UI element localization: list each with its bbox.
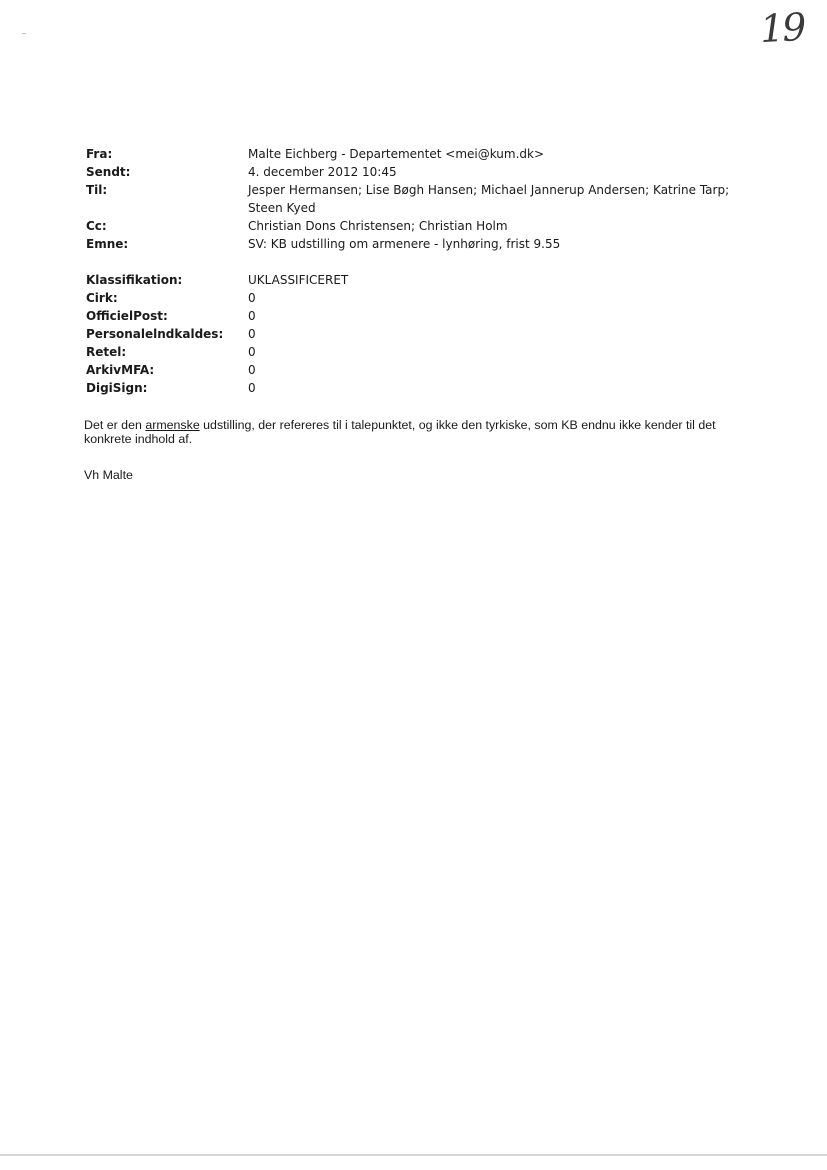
metadata-value: 0	[248, 345, 256, 359]
to-value	[248, 181, 776, 217]
metadata-row	[86, 343, 776, 361]
metadata-label: OfficielPost:	[86, 309, 168, 323]
metadata-label: Klassifikation:	[86, 273, 183, 287]
cc-label: Cc:	[86, 219, 107, 233]
from-label: Fra:	[86, 147, 113, 161]
scan-artifact	[22, 33, 26, 34]
to-label: Til:	[86, 183, 108, 197]
handwritten-page-number: 19	[758, 4, 806, 52]
email-signoff: Vh Malte	[84, 468, 133, 482]
metadata-row	[86, 307, 776, 325]
body-text-end: udstilling, der refereres til i talepunktet, og ikke den tyrkiske, som KB endnu ikke kender til det konkrete indhold af.	[84, 418, 716, 446]
metadata-label: Retel:	[86, 345, 127, 359]
cc-row	[86, 217, 776, 235]
metadata-row	[86, 289, 776, 307]
to-value-line-1: Jesper Hermansen; Lise Bøgh Hansen; Michael Jannerup Andersen; Katrine Tarp;	[248, 183, 730, 197]
email-header	[86, 145, 776, 397]
metadata-value: 0	[248, 381, 256, 395]
metadata-row	[86, 325, 776, 343]
sent-value: 4. december 2012 10:45	[248, 165, 397, 179]
body-text-start: Det er den	[84, 418, 146, 432]
header-spacer	[86, 253, 776, 271]
metadata-value: 0	[248, 309, 256, 323]
page-bottom-edge	[0, 1154, 827, 1156]
metadata-row	[86, 379, 776, 397]
to-value-line-2: Steen Kyed	[248, 201, 316, 215]
metadata-label: Personalelndkaldes:	[86, 327, 224, 341]
sent-label: Sendt:	[86, 165, 131, 179]
metadata-row	[86, 271, 776, 289]
metadata-value: 0	[248, 363, 256, 377]
body-underlined-word: armenske	[145, 418, 200, 432]
subject-row	[86, 235, 776, 253]
metadata-label: DigiSign:	[86, 381, 148, 395]
sent-row	[86, 163, 776, 181]
cc-value: Christian Dons Christensen; Christian Holm	[248, 219, 508, 233]
metadata-row	[86, 361, 776, 379]
from-value: Malte Eichberg - Departementet <mei@kum.dk>	[248, 147, 545, 161]
metadata-label: Cirk:	[86, 291, 118, 305]
from-row	[86, 145, 776, 163]
metadata-label: ArkivMFA:	[86, 363, 155, 377]
subject-label: Emne:	[86, 237, 129, 251]
metadata-value: UKLASSIFICERET	[248, 273, 349, 287]
metadata-value: 0	[248, 291, 256, 305]
subject-value: SV: KB udstilling om armenere - lynhøring, frist 9.55	[248, 237, 561, 251]
metadata-value: 0	[248, 327, 256, 341]
email-body	[84, 418, 764, 446]
to-row	[86, 181, 776, 217]
